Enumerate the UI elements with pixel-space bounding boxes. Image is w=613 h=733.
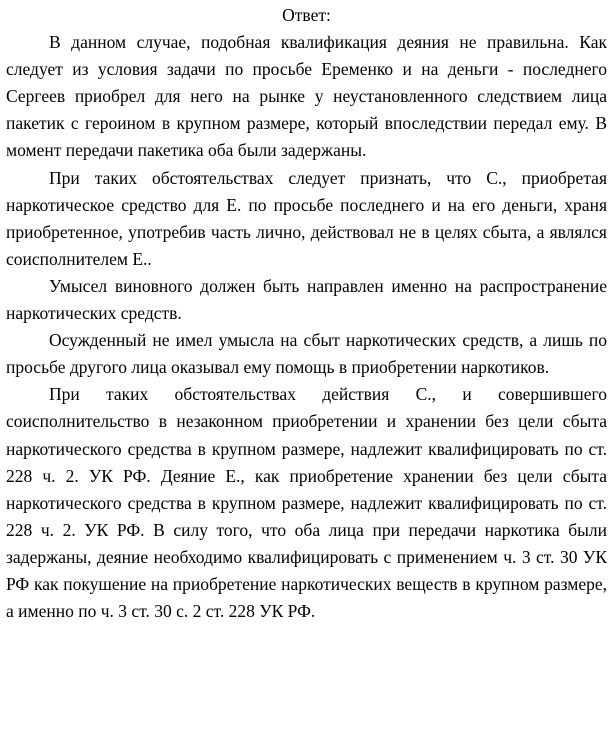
paragraph-qualification: В данном случае, подобная квалификация деяния не правильна. Как следует из условия задачи по просьбе Еременко и на деньги - последнего Сергеев приобрел для него на рынке у неустановленного следствием лица пакетик с героином в крупном размере, который впоследствии передал ему. В момент передачи пакетика оба были задержаны. — [6, 32, 607, 161]
paragraph-intent: Умысел виновного должен быть направлен именно на распространение наркотических средств. — [6, 275, 607, 324]
paragraph-conclusion: При таких обстоятельствах действия С., и совершившего соисполнительство в незаконном приобретении и хранении без цели сбыта наркотического средства в крупном размере, надлежит квалифицировать по ст. 228 ч. 2. УК РФ. Деяние Е., как приобретение хранении без цели сбыта наркотического средства в крупном размере, надлежит квалифицировать по ст. 228 ч. 2. УК РФ. В силу того, что оба лица при передачи наркотика были задержаны, деяние необходимо квалифицировать с применением ч. 3 ст. 30 УК РФ как покушение на приобретение наркотических веществ в крупном размере, а именно по ч. 3 ст. 30 с. 2 ст. 228 УК РФ. — [6, 384, 607, 622]
answer-heading: Ответ: — [282, 5, 331, 25]
paragraph-circumstances: При таких обстоятельствах следует признать, что С., приобретая наркотическое средство для Е. по просьбе последнего и на его деньги, храня приобретенное, употребив часть лично, действовал не в целях сбыта, а являлся соисполнителем Е.. — [6, 167, 607, 269]
paragraph-convicted: Осужденный не имел умысла на сбыт наркотических средств, а лишь по просьбе другого лица оказывал ему помощь в приобретении наркотиков. — [6, 330, 607, 378]
